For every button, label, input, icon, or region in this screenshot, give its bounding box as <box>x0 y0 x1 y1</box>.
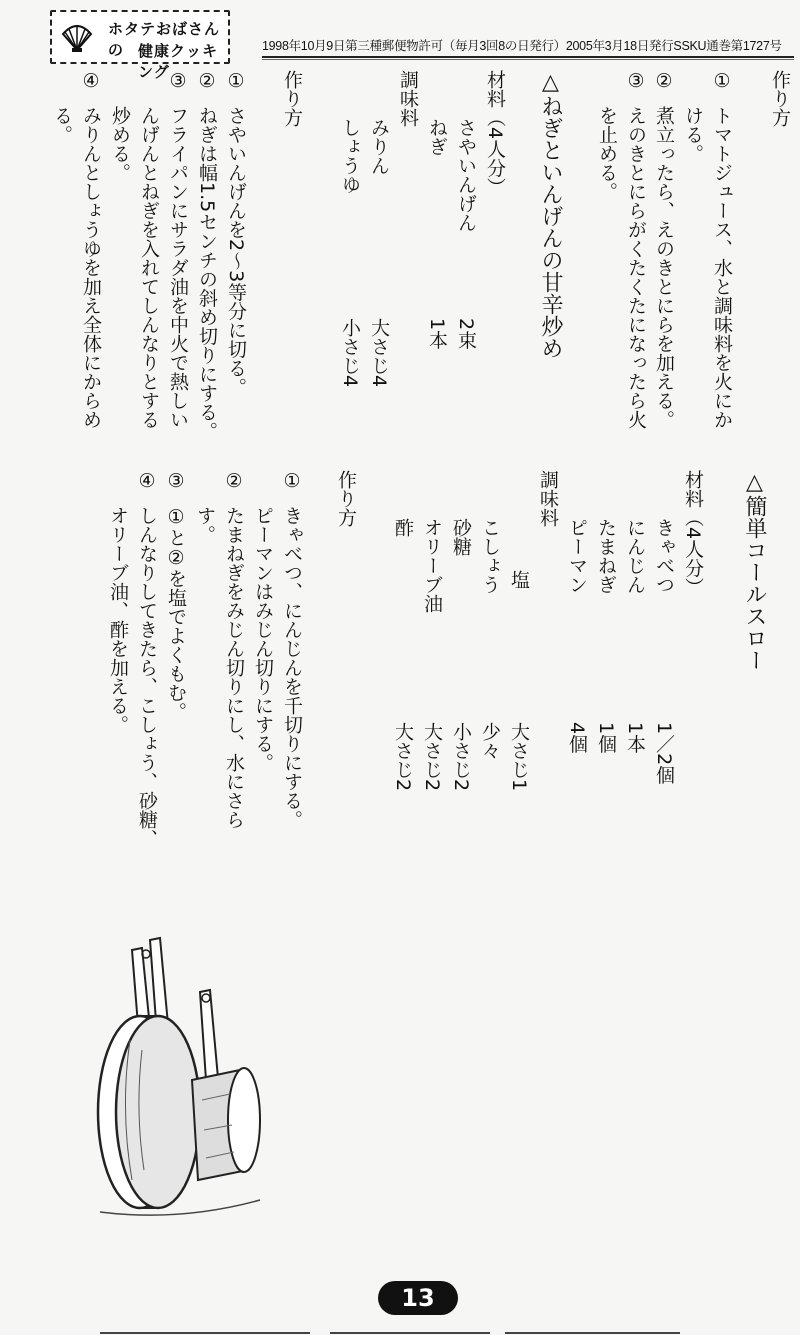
coleslaw-method-heading: 作り方 <box>335 470 357 527</box>
prev-step-2-line-1: 煮立ったら、えのきとにらを加える。 <box>653 106 675 429</box>
coleslaw-step-2-num: ② <box>223 470 245 492</box>
negi-step-3-line-2: んげんとねぎを入れてしんなりとする <box>138 106 160 429</box>
negi-step-1-line-1: さやいんげんを2〜3等分に切る。 <box>225 106 247 397</box>
coleslaw-seasoning-3-name: 砂糖 <box>450 518 472 556</box>
coleslaw-ingredient-2-amount: 1本 <box>624 722 646 754</box>
footer-rule-center <box>330 1332 490 1334</box>
coleslaw-step-4-line-1: しんなりしてきたら、こしょう、砂糖、 <box>136 506 158 848</box>
coleslaw-step-1-num: ① <box>281 470 303 492</box>
coleslaw-ingredient-4-name: ピーマン <box>566 518 588 594</box>
header-rule-thin <box>262 59 794 60</box>
prev-step-1-line-2: ける。 <box>682 106 704 163</box>
coleslaw-step-1-line-1: きゃべつ、にんじんを千切りにする。 <box>281 506 303 829</box>
coleslaw-step-2-line-2: たまねぎをみじん切りにし、水にさら <box>223 506 245 829</box>
coleslaw-step-4-line-2: オリーブ油、酢を加える。 <box>107 506 129 734</box>
negi-step-3-num: ③ <box>167 70 189 92</box>
negi-seasoning-1-name: みりん <box>368 118 390 175</box>
negi-step-4-num: ④ <box>80 70 102 92</box>
footer-rule-right <box>505 1332 680 1334</box>
pans-illustration <box>80 930 280 1220</box>
negi-ingredient-2-name: ねぎ <box>426 118 448 156</box>
negi-step-4-line-1: みりんとしょうゆを加え全体にからめ <box>80 106 102 429</box>
negi-step-1-num: ① <box>225 70 247 92</box>
recipe-negi-title: △ねぎといんげんの甘辛炒め <box>538 70 563 359</box>
negi-step-2-line-1: ねぎは幅1.5センチの斜め切りにする。 <box>196 106 218 441</box>
coleslaw-seasoning-4-amount: 大さじ2 <box>421 722 443 792</box>
coleslaw-ingredient-1-name: きゃべつ <box>653 518 675 594</box>
negi-ingredients-label: 材料（4人分） <box>484 70 506 197</box>
prev-step-1-num: ① <box>711 70 733 92</box>
negi-seasoning-2-amount: 小さじ4 <box>339 318 361 388</box>
coleslaw-ingredients-label: 材料（4人分） <box>682 470 704 597</box>
prev-step-3-num: ③ <box>625 70 647 92</box>
negi-step-2-num: ② <box>196 70 218 92</box>
coleslaw-ingredient-3-amount: 1個 <box>595 722 617 754</box>
header-rule <box>262 56 794 58</box>
recipe-coleslaw-title: △簡単コールスロー <box>742 470 767 671</box>
negi-ingredient-2-amount: 1本 <box>426 318 448 350</box>
coleslaw-seasoning-5-amount: 大さじ2 <box>392 722 414 792</box>
coleslaw-seasoning-label: 調味料 <box>537 470 559 527</box>
prev-step-1-line-1: トマトジュース、水と調味料を火にか <box>711 106 733 429</box>
scallop-shell-icon <box>60 20 94 54</box>
prev-step-3-line-1: えのきとにらがくたくたになったら火 <box>625 106 647 429</box>
coleslaw-seasoning-2-amount: 少々 <box>479 722 501 760</box>
coleslaw-ingredient-4-amount: 4個 <box>566 722 588 754</box>
coleslaw-seasoning-1-amount: 大さじ1 <box>508 722 530 792</box>
negi-step-4-line-2: る。 <box>51 106 73 144</box>
coleslaw-seasoning-4-name: オリーブ油 <box>421 518 443 613</box>
brand-line-1: ホタテおばさんの <box>108 20 221 59</box>
coleslaw-seasoning-2-name: こしょう <box>479 518 501 594</box>
coleslaw-seasoning-5-name: 酢 <box>392 518 414 537</box>
coleslaw-step-3-num: ③ <box>165 470 187 492</box>
prev-step-2-num: ② <box>653 70 675 92</box>
coleslaw-ingredient-2-name: にんじん <box>624 518 646 594</box>
negi-step-3-line-1: フライパンにサラダ油を中火で熱しい <box>167 106 189 429</box>
coleslaw-step-4-num: ④ <box>136 470 158 492</box>
coleslaw-step-3-line-1: ①と②を塩でよくもむ。 <box>165 506 187 721</box>
negi-seasoning-2-name: しょうゆ <box>339 118 361 194</box>
coleslaw-step-2-line-3: す。 <box>194 506 216 544</box>
brand-line-2: 健康クッキング <box>138 42 219 81</box>
coleslaw-seasoning-1-name: 塩 <box>508 570 530 589</box>
negi-seasoning-1-amount: 大さじ4 <box>368 318 390 388</box>
coleslaw-ingredient-3-name: たまねぎ <box>595 518 617 594</box>
footer-rule-left <box>100 1332 310 1334</box>
negi-seasoning-label: 調味料 <box>397 70 419 127</box>
coleslaw-ingredient-1-amount: 1／2個 <box>653 722 675 785</box>
negi-step-3-line-3: 炒める。 <box>109 106 131 182</box>
coleslaw-seasoning-3-amount: 小さじ2 <box>450 722 472 792</box>
publication-info: 1998年10月9日第三種郵便物許可（毎月3回8の日発行）2005年3月18日発行SSKU通巻第1727号 <box>262 39 782 53</box>
brand-box <box>50 10 230 81</box>
negi-method-heading: 作り方 <box>281 70 303 127</box>
negi-ingredient-1-amount: 2束 <box>455 318 477 350</box>
prev-method-heading: 作り方 <box>769 70 791 127</box>
negi-ingredient-1-name: さやいんげん <box>455 118 477 232</box>
page-number: 13 <box>378 1281 458 1315</box>
prev-step-3-line-2: を止める。 <box>596 106 618 201</box>
coleslaw-step-2-line-1: ピーマンはみじん切りにする。 <box>252 506 274 772</box>
